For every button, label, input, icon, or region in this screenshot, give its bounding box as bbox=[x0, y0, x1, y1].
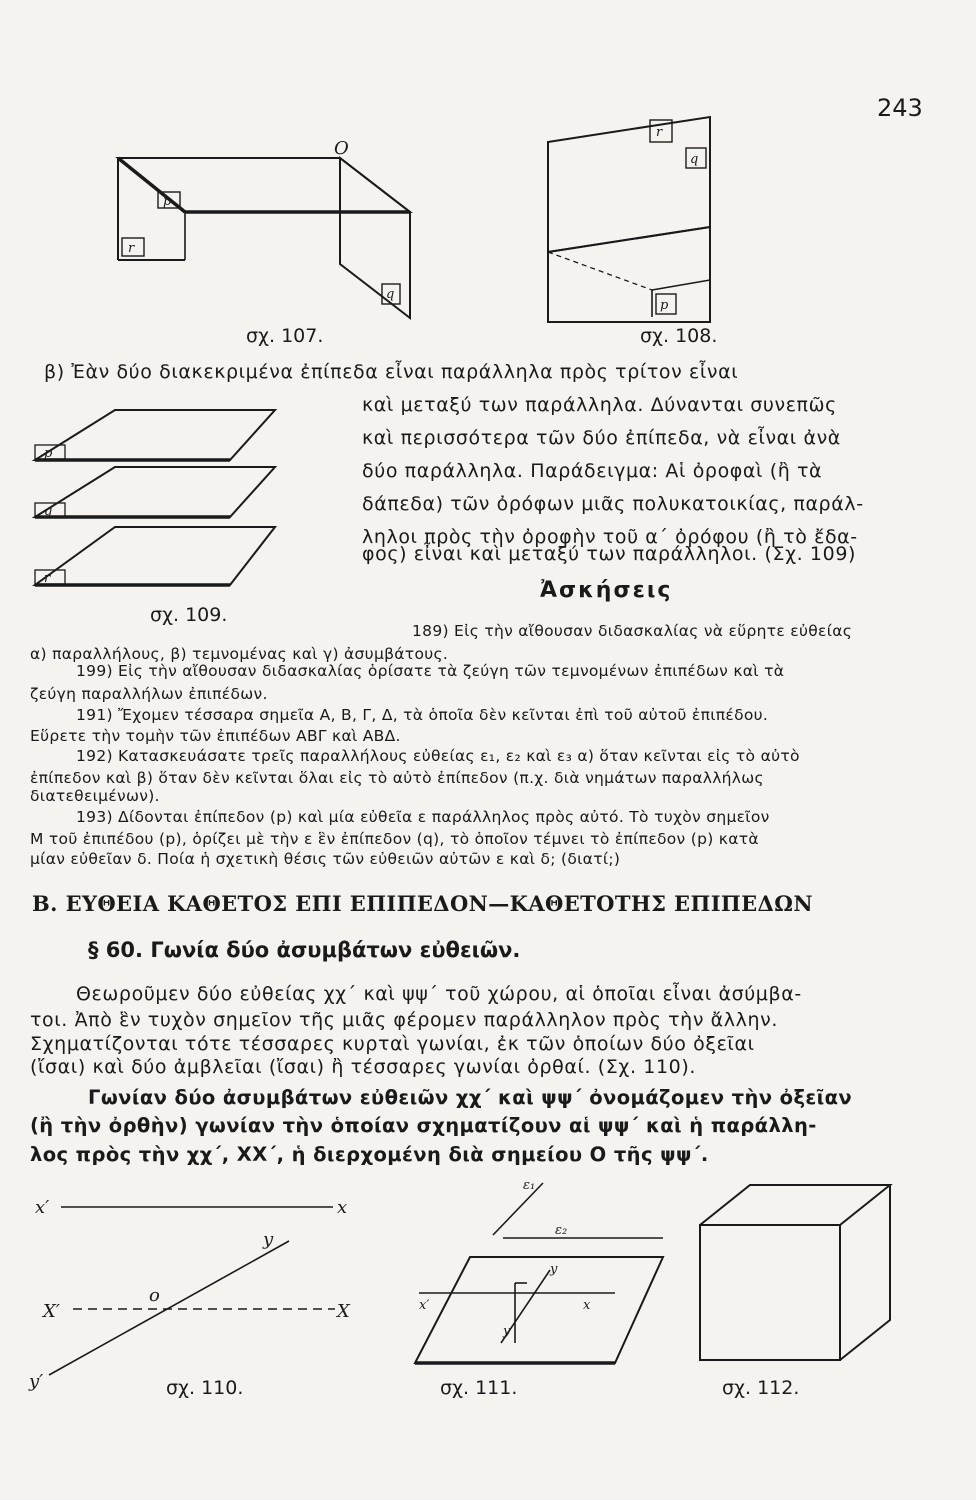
exercise-line: ἐπίπεδον καὶ β) ὅταν δὲν κεῖνται ὅλαι εἰς τὸ αὐτὸ ἐπίπεδον (π.χ. διὰ νημάτων παραλλήλως bbox=[30, 769, 764, 787]
fig112-cube-side bbox=[840, 1185, 890, 1360]
exercise-line: Εὕρετε τὴν τομὴν τῶν ἐπιπέδων ΑΒΓ καὶ ΑΒΔ. bbox=[30, 727, 401, 745]
exercises-heading: Ἀσκήσεις bbox=[540, 578, 673, 603]
paragraph-60-line: Σχηματίζονται τότε τέσσαρες κυρταὶ γωνίαι, ἐκ τῶν ὁποίων δύο ὀξεῖαι bbox=[30, 1033, 755, 1055]
fig109-plane-q bbox=[35, 467, 275, 517]
fig112-cube-top bbox=[700, 1185, 890, 1225]
figure-111 bbox=[405, 1175, 670, 1375]
paragraph-60-line: (ἴσαι) καὶ δύο ἀμβλεῖαι (ἴσαι) ἢ τέσσαρες γωνίαι ὀρθαί. (Σχ. 110). bbox=[30, 1056, 696, 1078]
fig108-label-q: q bbox=[690, 152, 699, 167]
exercise-line: 193) Δίδονται ἐπίπεδον (p) καὶ μία εὐθεῖα ε παράλληλος πρὸς αὐτό. Τὸ τυχὸν σημεῖον bbox=[76, 808, 770, 826]
fig107-label-q: q bbox=[386, 287, 395, 302]
fig107-label-o: O bbox=[334, 138, 349, 159]
definition-line: (ἢ τὴν ὀρθὴν) γωνίαν τὴν ὁποίαν σχηματίζουν αἱ ψψ΄ καὶ ἡ παράλλη- bbox=[30, 1114, 817, 1137]
paragraph-beta-line: δάπεδα) τῶν ὀρόφων μιᾶς πολυκατοικίας, παράλ- bbox=[362, 493, 864, 515]
fig110-label-x-prime: x′ bbox=[35, 1197, 50, 1218]
fig111-label-e1: ε₁ bbox=[523, 1178, 536, 1193]
exercise-line: μίαν εὐθεῖαν δ. Ποία ἡ σχετικὴ θέσις τῶν εὐθειῶν αὐτῶν ε καὶ δ; (διατί;) bbox=[30, 850, 621, 868]
fig110-label-y-prime: y′ bbox=[29, 1371, 44, 1392]
fig110-line-yy bbox=[49, 1241, 289, 1375]
figure-110 bbox=[25, 1185, 375, 1400]
page-number: 243 bbox=[877, 94, 923, 122]
figure-112 bbox=[690, 1175, 930, 1375]
fig108-caption: σχ. 108. bbox=[640, 325, 718, 347]
figure-109 bbox=[30, 405, 290, 600]
fig109-plane-p bbox=[35, 410, 275, 460]
fig108-label-p: p bbox=[660, 298, 669, 313]
fig112-cube-front bbox=[700, 1225, 840, 1360]
fig110-label-X: X bbox=[337, 1301, 350, 1322]
exercise-line: 199) Εἰς τὴν αἴθουσαν διδασκαλίας ὁρίσατε τὰ ζεύγη τῶν τεμνομένων ἐπιπέδων καὶ τὰ bbox=[76, 662, 785, 680]
fig111-caption: σχ. 111. bbox=[440, 1377, 518, 1399]
fig110-label-o: o bbox=[149, 1285, 160, 1306]
fig109-plane-r bbox=[35, 527, 275, 585]
exercise-line: ζεύγη παραλλήλων ἐπιπέδων. bbox=[30, 685, 268, 703]
exercise-line: διατεθειμένων). bbox=[30, 787, 160, 805]
exercise-line: 192) Κατασκευάσατε τρεῖς παραλλήλους εὐθείας ε₁, ε₂ καὶ ε₃ α) ὅταν κεῖνται εἰς τὸ αὐτὸ bbox=[76, 747, 800, 765]
fig111-label-y-prime: y′ bbox=[503, 1324, 514, 1339]
fig111-plane bbox=[415, 1257, 663, 1363]
fig109-label-p: p bbox=[44, 446, 53, 461]
fig110-label-x: x bbox=[337, 1197, 348, 1218]
paragraph-beta-line: β) Ἐὰν δύο διακεκριμένα ἐπίπεδα εἶναι παράλληλα πρὸς τρίτον εἶναι bbox=[44, 361, 739, 383]
fig110-caption: σχ. 110. bbox=[166, 1377, 244, 1399]
fig109-label-q: q bbox=[44, 504, 53, 519]
figure-108 bbox=[540, 112, 720, 327]
exercise-line: 191) Ἔχομεν τέσσαρα σημεῖα Α, Β, Γ, Δ, τὰ ὁποῖα δὲν κεῖνται ἐπὶ τοῦ αὐτοῦ ἐπιπέδου. bbox=[76, 706, 769, 724]
fig107-label-p: p bbox=[163, 194, 172, 209]
paragraph-beta-line: καὶ περισσότερα τῶν δύο ἐπίπεδα, νὰ εἶναι ἀνὰ bbox=[362, 427, 841, 449]
fig109-caption: σχ. 109. bbox=[150, 604, 228, 626]
figure-107 bbox=[100, 140, 420, 340]
exercise-line: α) παραλλήλους, β) τεμνομένας καὶ γ) ἀσυμβάτους. bbox=[30, 645, 449, 663]
fig112-caption: σχ. 112. bbox=[722, 1377, 800, 1399]
exercise-line: Μ τοῦ ἐπιπέδου (p), ὁρίζει μὲ τὴν ε ἓν ἐπίπεδον (q), τὸ ὁποῖον τέμνει τὸ ἐπίπεδον (p) κατὰ bbox=[30, 830, 759, 848]
fig111-label-x-prime: x′ bbox=[419, 1298, 430, 1313]
fig111-label-x: x bbox=[583, 1298, 591, 1313]
paragraph-60-line: Θεωροῦμεν δύο εὐθείας χχ΄ καὶ ψψ΄ τοῦ χώρου, αἱ ὁποῖαι εἶναι ἀσύμβα- bbox=[76, 983, 802, 1005]
fig107-top-plane bbox=[118, 158, 410, 212]
fig111-label-e2: ε₂ bbox=[555, 1223, 568, 1238]
fig107-label-r: r bbox=[128, 241, 135, 256]
exercise-line: 189) Εἰς τὴν αἴθουσαν διδασκαλίας νὰ εὕρητε εὐθείας bbox=[412, 622, 853, 640]
fig111-line-e1 bbox=[493, 1183, 543, 1235]
fig108-label-r: r bbox=[656, 125, 663, 140]
chapter-title: Β. ΕΥΘΕΙΑ ΚΑΘΕΤΟΣ ΕΠΙ ΕΠΙΠΕΔΟΝ—ΚΑΘΕΤΟΤΗΣ ΕΠΙΠΕΔΩΝ bbox=[32, 891, 813, 916]
fig109-label-r: r bbox=[44, 571, 51, 586]
fig111-label-y: y bbox=[550, 1262, 558, 1277]
fig107-caption: σχ. 107. bbox=[246, 325, 324, 347]
paragraph-beta-line: δύο παράλληλα. Παράδειγμα: Αἱ ὀροφαὶ (ἢ τὰ bbox=[362, 460, 823, 482]
definition-line: λος πρὸς τὴν χχ΄, ΧΧ΄, ἡ διερχομένη διὰ σημείου Ο τῆς ψψ΄. bbox=[30, 1143, 709, 1166]
section-heading: § 60. Γωνία δύο ἀσυμβάτων εὐθειῶν. bbox=[88, 938, 521, 962]
paragraph-60-line: τοι. Ἀπὸ ἓν τυχὸν σημεῖον τῆς μιᾶς φέρομεν παράλληλον πρὸς τὴν ἄλλην. bbox=[30, 1009, 778, 1031]
paragraph-beta-line: καὶ μεταξύ των παράλληλα. Δύνανται συνεπῶς bbox=[362, 394, 837, 416]
paragraph-beta-line: ληλοι πρὸς τὴν ὀροφὴν τοῦ α΄ ὀρόφου (ἢ τὸ ἔδα- bbox=[362, 526, 858, 548]
paragraph-beta-line: φος) εἶναι καὶ μεταξύ των παράλληλοι. (Σχ. 109) bbox=[362, 543, 857, 565]
definition-line: Γωνίαν δύο ἀσυμβάτων εὐθειῶν χχ΄ καὶ ψψ΄ ὀνομάζομεν τὴν ὀξεῖαν bbox=[88, 1086, 853, 1109]
fig110-label-y: y bbox=[263, 1229, 274, 1250]
fig110-label-X-prime: X′ bbox=[43, 1301, 60, 1322]
fig108-plane-q bbox=[548, 227, 710, 322]
